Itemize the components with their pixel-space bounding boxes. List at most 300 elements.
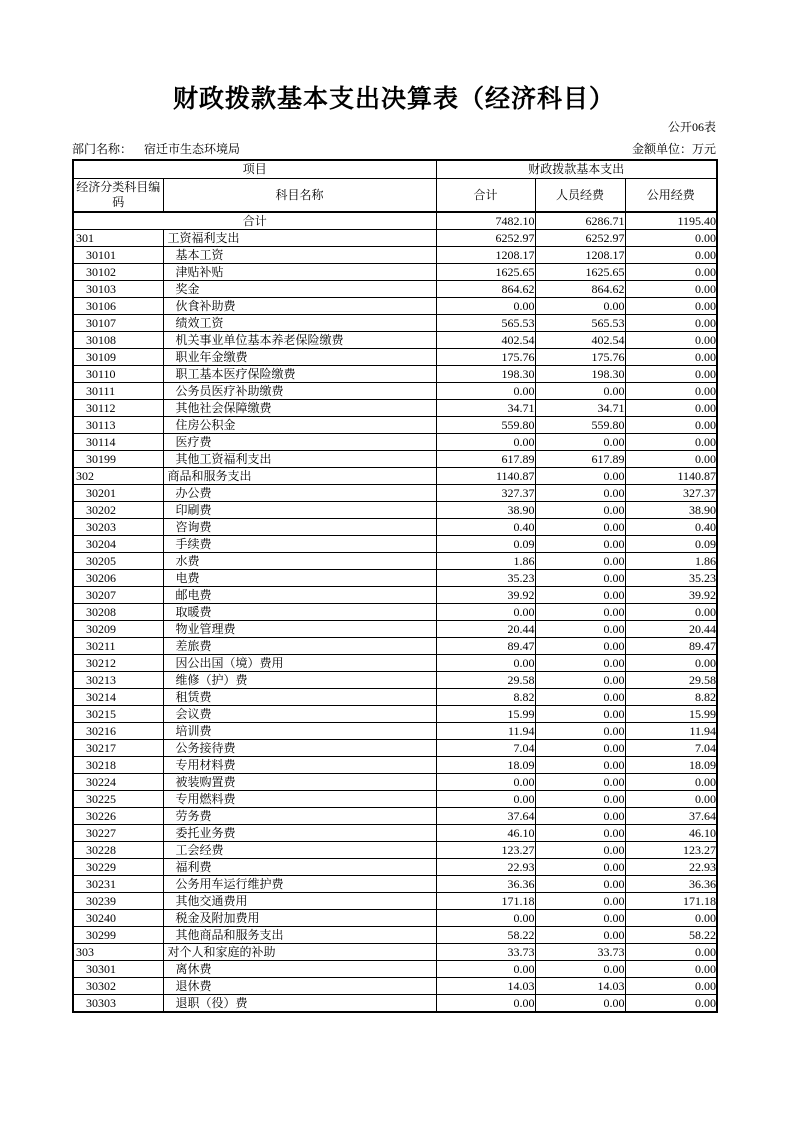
cell-total: 38.90 — [436, 502, 535, 519]
cell-public-funds: 0.00 — [625, 995, 717, 1013]
cell-subject-name: 委托业务费 — [163, 825, 436, 842]
cell-public-funds: 58.22 — [625, 927, 717, 944]
table-row — [73, 519, 717, 536]
header-row-columns — [73, 179, 717, 213]
cell-subject-name: 专用燃料费 — [163, 791, 436, 808]
cell-subject-name: 被装购置费 — [163, 774, 436, 791]
cell-personnel-funds: 0.00 — [535, 536, 625, 553]
cell-public-funds: 18.09 — [625, 757, 717, 774]
cell-subject-name: 税金及附加费用 — [163, 910, 436, 927]
cell-subject-name: 专用材料费 — [163, 757, 436, 774]
cell-code: 30203 — [73, 519, 163, 536]
table-row — [73, 451, 717, 468]
cell-total: 1625.65 — [436, 264, 535, 281]
cell-personnel-funds: 0.00 — [535, 757, 625, 774]
cell-code: 30240 — [73, 910, 163, 927]
cell-total: 89.47 — [436, 638, 535, 655]
table-row — [73, 995, 717, 1013]
cell-personnel-funds: 0.00 — [535, 808, 625, 825]
table-row — [73, 706, 717, 723]
cell-public-funds: 0.40 — [625, 519, 717, 536]
cell-public-funds: 0.00 — [625, 281, 717, 298]
cell-code: 30204 — [73, 536, 163, 553]
cell-personnel-funds: 0.00 — [535, 570, 625, 587]
cell-total: 37.64 — [436, 808, 535, 825]
cell-subject-name: 职业年金缴费 — [163, 349, 436, 366]
cell-personnel-funds: 0.00 — [535, 893, 625, 910]
cell-personnel-funds: 0.00 — [535, 910, 625, 927]
table-row — [73, 927, 717, 944]
cell-personnel-funds: 0.00 — [535, 774, 625, 791]
cell-subject-name: 津贴补贴 — [163, 264, 436, 281]
cell-public-funds: 0.00 — [625, 298, 717, 315]
cell-total: 29.58 — [436, 672, 535, 689]
cell-code: 30212 — [73, 655, 163, 672]
grand-total-label: 合计 — [73, 212, 436, 230]
cell-total: 33.73 — [436, 944, 535, 961]
cell-personnel-funds: 1625.65 — [535, 264, 625, 281]
cell-public-funds: 171.18 — [625, 893, 717, 910]
cell-total: 22.93 — [436, 859, 535, 876]
cell-total: 0.00 — [436, 791, 535, 808]
table-row — [73, 502, 717, 519]
cell-public-funds: 0.00 — [625, 230, 717, 247]
cell-public-funds: 7.04 — [625, 740, 717, 757]
cell-public-funds: 0.00 — [625, 451, 717, 468]
cell-code: 30303 — [73, 995, 163, 1013]
cell-subject-name: 因公出国（境）费用 — [163, 655, 436, 672]
cell-code: 30206 — [73, 570, 163, 587]
cell-subject-name: 福利费 — [163, 859, 436, 876]
cell-public-funds: 0.00 — [625, 332, 717, 349]
cell-public-funds: 0.00 — [625, 434, 717, 451]
cell-code: 30231 — [73, 876, 163, 893]
cell-code: 30109 — [73, 349, 163, 366]
fiscal-basic-expenditure-table — [72, 159, 718, 1013]
table-row — [73, 723, 717, 740]
table-row — [73, 604, 717, 621]
cell-public-funds: 0.00 — [625, 961, 717, 978]
cell-subject-name: 办公费 — [163, 485, 436, 502]
cell-total: 34.71 — [436, 400, 535, 417]
cell-subject-name: 公务员医疗补助缴费 — [163, 383, 436, 400]
cell-subject-name: 劳务费 — [163, 808, 436, 825]
cell-personnel-funds: 0.00 — [535, 553, 625, 570]
cell-subject-name: 住房公积金 — [163, 417, 436, 434]
cell-public-funds: 0.00 — [625, 383, 717, 400]
cell-personnel-funds: 0.00 — [535, 995, 625, 1013]
table-row — [73, 757, 717, 774]
cell-code: 30112 — [73, 400, 163, 417]
cell-personnel-funds: 0.00 — [535, 434, 625, 451]
table-row — [73, 383, 717, 400]
cell-subject-name: 职工基本医疗保险缴费 — [163, 366, 436, 383]
cell-total: 1.86 — [436, 553, 535, 570]
cell-public-funds: 123.27 — [625, 842, 717, 859]
cell-total: 46.10 — [436, 825, 535, 842]
cell-code: 30228 — [73, 842, 163, 859]
cell-code: 30114 — [73, 434, 163, 451]
cell-personnel-funds: 0.00 — [535, 468, 625, 485]
cell-code: 30113 — [73, 417, 163, 434]
cell-code: 30102 — [73, 264, 163, 281]
cell-personnel-funds: 0.00 — [535, 740, 625, 757]
amount-unit-label: 金额单位：万元 — [631, 142, 716, 156]
table-row — [73, 876, 717, 893]
cell-code: 30202 — [73, 502, 163, 519]
cell-personnel-funds: 6252.97 — [535, 230, 625, 247]
cell-subject-name: 咨询费 — [163, 519, 436, 536]
department-line — [72, 142, 240, 156]
form-number: 公开06表 — [667, 120, 716, 134]
table-row — [73, 672, 717, 689]
cell-code: 303 — [73, 944, 163, 961]
cell-total: 0.00 — [436, 774, 535, 791]
grand-total-public: 1195.40 — [625, 212, 717, 230]
cell-public-funds: 0.00 — [625, 791, 717, 808]
cell-total: 58.22 — [436, 927, 535, 944]
table-row — [73, 400, 717, 417]
cell-public-funds: 0.00 — [625, 655, 717, 672]
cell-code: 30110 — [73, 366, 163, 383]
cell-subject-name: 对个人和家庭的补助 — [163, 944, 436, 961]
cell-code: 30108 — [73, 332, 163, 349]
cell-personnel-funds: 33.73 — [535, 944, 625, 961]
cell-subject-name: 医疗费 — [163, 434, 436, 451]
cell-code: 30211 — [73, 638, 163, 655]
cell-subject-name: 其他商品和服务支出 — [163, 927, 436, 944]
cell-public-funds: 1.86 — [625, 553, 717, 570]
table-row — [73, 638, 717, 655]
table-row — [73, 689, 717, 706]
table-row — [73, 621, 717, 638]
cell-subject-name: 差旅费 — [163, 638, 436, 655]
table-row — [73, 808, 717, 825]
table-row — [73, 417, 717, 434]
cell-personnel-funds: 175.76 — [535, 349, 625, 366]
cell-subject-name: 公务用车运行维护费 — [163, 876, 436, 893]
cell-public-funds: 0.00 — [625, 315, 717, 332]
cell-code: 30216 — [73, 723, 163, 740]
cell-code: 30199 — [73, 451, 163, 468]
cell-total: 0.00 — [436, 961, 535, 978]
cell-total: 35.23 — [436, 570, 535, 587]
cell-personnel-funds: 0.00 — [535, 706, 625, 723]
cell-code: 30214 — [73, 689, 163, 706]
cell-total: 18.09 — [436, 757, 535, 774]
cell-subject-name: 邮电费 — [163, 587, 436, 604]
cell-total: 0.09 — [436, 536, 535, 553]
table-row — [73, 740, 717, 757]
table-row — [73, 570, 717, 587]
page-title: 财政拨款基本支出决算表（经济科目） — [172, 86, 615, 113]
table-row — [73, 247, 717, 264]
table-row — [73, 587, 717, 604]
cell-code: 30207 — [73, 587, 163, 604]
table-row — [73, 349, 717, 366]
table-row — [73, 893, 717, 910]
cell-code: 30299 — [73, 927, 163, 944]
cell-subject-name: 基本工资 — [163, 247, 436, 264]
cell-total: 6252.97 — [436, 230, 535, 247]
cell-total: 864.62 — [436, 281, 535, 298]
cell-subject-name: 培训费 — [163, 723, 436, 740]
table-row — [73, 774, 717, 791]
cell-public-funds: 35.23 — [625, 570, 717, 587]
cell-personnel-funds: 198.30 — [535, 366, 625, 383]
cell-code: 30227 — [73, 825, 163, 842]
cell-code: 30107 — [73, 315, 163, 332]
table-header — [73, 160, 717, 212]
cell-personnel-funds: 0.00 — [535, 876, 625, 893]
cell-public-funds: 0.00 — [625, 910, 717, 927]
cell-subject-name: 维修（护）费 — [163, 672, 436, 689]
cell-code: 30301 — [73, 961, 163, 978]
cell-code: 30111 — [73, 383, 163, 400]
document-page — [72, 0, 716, 1013]
cell-code: 30201 — [73, 485, 163, 502]
table-row — [73, 332, 717, 349]
table-row — [73, 859, 717, 876]
cell-subject-name: 商品和服务支出 — [163, 468, 436, 485]
cell-public-funds: 36.36 — [625, 876, 717, 893]
header-total: 合计 — [436, 179, 535, 213]
cell-personnel-funds: 1208.17 — [535, 247, 625, 264]
cell-total: 123.27 — [436, 842, 535, 859]
table-row — [73, 655, 717, 672]
cell-total: 559.80 — [436, 417, 535, 434]
cell-total: 0.40 — [436, 519, 535, 536]
table-row — [73, 978, 717, 995]
cell-code: 30215 — [73, 706, 163, 723]
cell-personnel-funds: 0.00 — [535, 383, 625, 400]
cell-public-funds: 0.00 — [625, 366, 717, 383]
cell-personnel-funds: 0.00 — [535, 587, 625, 604]
cell-public-funds: 8.82 — [625, 689, 717, 706]
cell-subject-name: 机关事业单位基本养老保险缴费 — [163, 332, 436, 349]
cell-subject-name: 其他交通费用 — [163, 893, 436, 910]
cell-public-funds: 15.99 — [625, 706, 717, 723]
cell-subject-name: 绩效工资 — [163, 315, 436, 332]
header-economic-code: 经济分类科目编码 — [73, 179, 163, 213]
cell-public-funds: 0.00 — [625, 604, 717, 621]
table-row — [73, 298, 717, 315]
cell-subject-name: 印刷费 — [163, 502, 436, 519]
header-personnel-funds: 人员经费 — [535, 179, 625, 213]
cell-total: 198.30 — [436, 366, 535, 383]
cell-personnel-funds: 0.00 — [535, 604, 625, 621]
cell-subject-name: 取暖费 — [163, 604, 436, 621]
cell-public-funds: 37.64 — [625, 808, 717, 825]
table-row — [73, 485, 717, 502]
cell-total: 20.44 — [436, 621, 535, 638]
meta-row — [72, 142, 716, 156]
department-label: 部门名称： — [72, 142, 133, 156]
cell-total: 327.37 — [436, 485, 535, 502]
cell-code: 30225 — [73, 791, 163, 808]
cell-code: 302 — [73, 468, 163, 485]
cell-public-funds: 46.10 — [625, 825, 717, 842]
cell-code: 30209 — [73, 621, 163, 638]
table-row — [73, 791, 717, 808]
cell-code: 30101 — [73, 247, 163, 264]
cell-total: 11.94 — [436, 723, 535, 740]
table-row — [73, 434, 717, 451]
cell-total: 0.00 — [436, 298, 535, 315]
cell-total: 402.54 — [436, 332, 535, 349]
cell-public-funds: 327.37 — [625, 485, 717, 502]
cell-total: 39.92 — [436, 587, 535, 604]
cell-total: 8.82 — [436, 689, 535, 706]
grand-total-total: 7482.10 — [436, 212, 535, 230]
header-fiscal-basic-expenditure: 财政拨款基本支出 — [436, 160, 717, 179]
cell-subject-name: 工会经费 — [163, 842, 436, 859]
cell-code: 30213 — [73, 672, 163, 689]
cell-personnel-funds: 0.00 — [535, 961, 625, 978]
table-body — [73, 212, 717, 1012]
cell-public-funds: 0.00 — [625, 247, 717, 264]
table-row — [73, 553, 717, 570]
cell-subject-name: 其他社会保障缴费 — [163, 400, 436, 417]
header-subject-name: 科目名称 — [163, 179, 436, 213]
cell-personnel-funds: 0.00 — [535, 723, 625, 740]
table-row — [73, 842, 717, 859]
header-public-funds: 公用经费 — [625, 179, 717, 213]
cell-personnel-funds: 0.00 — [535, 655, 625, 672]
table-row — [73, 468, 717, 485]
cell-total: 175.76 — [436, 349, 535, 366]
cell-public-funds: 89.47 — [625, 638, 717, 655]
table-row — [73, 315, 717, 332]
cell-total: 14.03 — [436, 978, 535, 995]
table-row — [73, 910, 717, 927]
cell-code: 30224 — [73, 774, 163, 791]
table-row — [73, 944, 717, 961]
cell-total: 617.89 — [436, 451, 535, 468]
cell-subject-name: 退职（役）费 — [163, 995, 436, 1013]
cell-code: 30218 — [73, 757, 163, 774]
cell-total: 7.04 — [436, 740, 535, 757]
cell-personnel-funds: 0.00 — [535, 689, 625, 706]
table-row — [73, 536, 717, 553]
cell-personnel-funds: 0.00 — [535, 825, 625, 842]
cell-public-funds: 0.00 — [625, 774, 717, 791]
cell-total: 1208.17 — [436, 247, 535, 264]
cell-public-funds: 39.92 — [625, 587, 717, 604]
cell-code: 30208 — [73, 604, 163, 621]
cell-code: 30226 — [73, 808, 163, 825]
cell-personnel-funds: 0.00 — [535, 927, 625, 944]
cell-total: 0.00 — [436, 604, 535, 621]
cell-code: 30229 — [73, 859, 163, 876]
table-row — [73, 961, 717, 978]
cell-code: 30103 — [73, 281, 163, 298]
table-row — [73, 281, 717, 298]
table-row — [73, 264, 717, 281]
cell-total: 1140.87 — [436, 468, 535, 485]
cell-personnel-funds: 559.80 — [535, 417, 625, 434]
cell-public-funds: 20.44 — [625, 621, 717, 638]
cell-personnel-funds: 0.00 — [535, 791, 625, 808]
cell-personnel-funds: 0.00 — [535, 502, 625, 519]
cell-public-funds: 0.00 — [625, 349, 717, 366]
cell-code: 30302 — [73, 978, 163, 995]
cell-public-funds: 38.90 — [625, 502, 717, 519]
cell-total: 171.18 — [436, 893, 535, 910]
grand-total-personnel: 6286.71 — [535, 212, 625, 230]
cell-personnel-funds: 14.03 — [535, 978, 625, 995]
cell-code: 30106 — [73, 298, 163, 315]
cell-public-funds: 0.00 — [625, 264, 717, 281]
cell-personnel-funds: 0.00 — [535, 859, 625, 876]
grand-total-row — [73, 212, 717, 230]
cell-code: 30217 — [73, 740, 163, 757]
cell-subject-name: 物业管理费 — [163, 621, 436, 638]
cell-subject-name: 其他工资福利支出 — [163, 451, 436, 468]
cell-public-funds: 0.00 — [625, 944, 717, 961]
cell-personnel-funds: 617.89 — [535, 451, 625, 468]
table-row — [73, 366, 717, 383]
cell-personnel-funds: 0.00 — [535, 672, 625, 689]
cell-subject-name: 奖金 — [163, 281, 436, 298]
cell-personnel-funds: 0.00 — [535, 621, 625, 638]
cell-public-funds: 29.58 — [625, 672, 717, 689]
cell-personnel-funds: 565.53 — [535, 315, 625, 332]
cell-personnel-funds: 864.62 — [535, 281, 625, 298]
cell-subject-name: 离休费 — [163, 961, 436, 978]
cell-public-funds: 0.00 — [625, 400, 717, 417]
cell-code: 30205 — [73, 553, 163, 570]
cell-personnel-funds: 0.00 — [535, 519, 625, 536]
header-project: 项目 — [73, 160, 436, 179]
cell-total: 0.00 — [436, 910, 535, 927]
cell-subject-name: 公务接待费 — [163, 740, 436, 757]
cell-personnel-funds: 402.54 — [535, 332, 625, 349]
cell-total: 0.00 — [436, 995, 535, 1013]
cell-public-funds: 22.93 — [625, 859, 717, 876]
cell-total: 565.53 — [436, 315, 535, 332]
cell-total: 0.00 — [436, 655, 535, 672]
cell-total: 0.00 — [436, 383, 535, 400]
table-row — [73, 825, 717, 842]
department-name: 宿迁市生态环境局 — [144, 142, 241, 156]
table-row — [73, 230, 717, 247]
cell-subject-name: 电费 — [163, 570, 436, 587]
cell-public-funds: 0.09 — [625, 536, 717, 553]
cell-total: 0.00 — [436, 434, 535, 451]
cell-public-funds: 0.00 — [625, 978, 717, 995]
cell-total: 15.99 — [436, 706, 535, 723]
cell-code: 301 — [73, 230, 163, 247]
cell-public-funds: 1140.87 — [625, 468, 717, 485]
cell-personnel-funds: 0.00 — [535, 298, 625, 315]
cell-subject-name: 工资福利支出 — [163, 230, 436, 247]
cell-code: 30239 — [73, 893, 163, 910]
cell-subject-name: 水费 — [163, 553, 436, 570]
cell-public-funds: 11.94 — [625, 723, 717, 740]
cell-personnel-funds: 34.71 — [535, 400, 625, 417]
cell-subject-name: 租赁费 — [163, 689, 436, 706]
cell-personnel-funds: 0.00 — [535, 638, 625, 655]
cell-subject-name: 手续费 — [163, 536, 436, 553]
cell-public-funds: 0.00 — [625, 417, 717, 434]
header-row-groups — [73, 160, 717, 179]
cell-personnel-funds: 0.00 — [535, 842, 625, 859]
cell-subject-name: 退休费 — [163, 978, 436, 995]
cell-total: 36.36 — [436, 876, 535, 893]
cell-personnel-funds: 0.00 — [535, 485, 625, 502]
cell-subject-name: 伙食补助费 — [163, 298, 436, 315]
